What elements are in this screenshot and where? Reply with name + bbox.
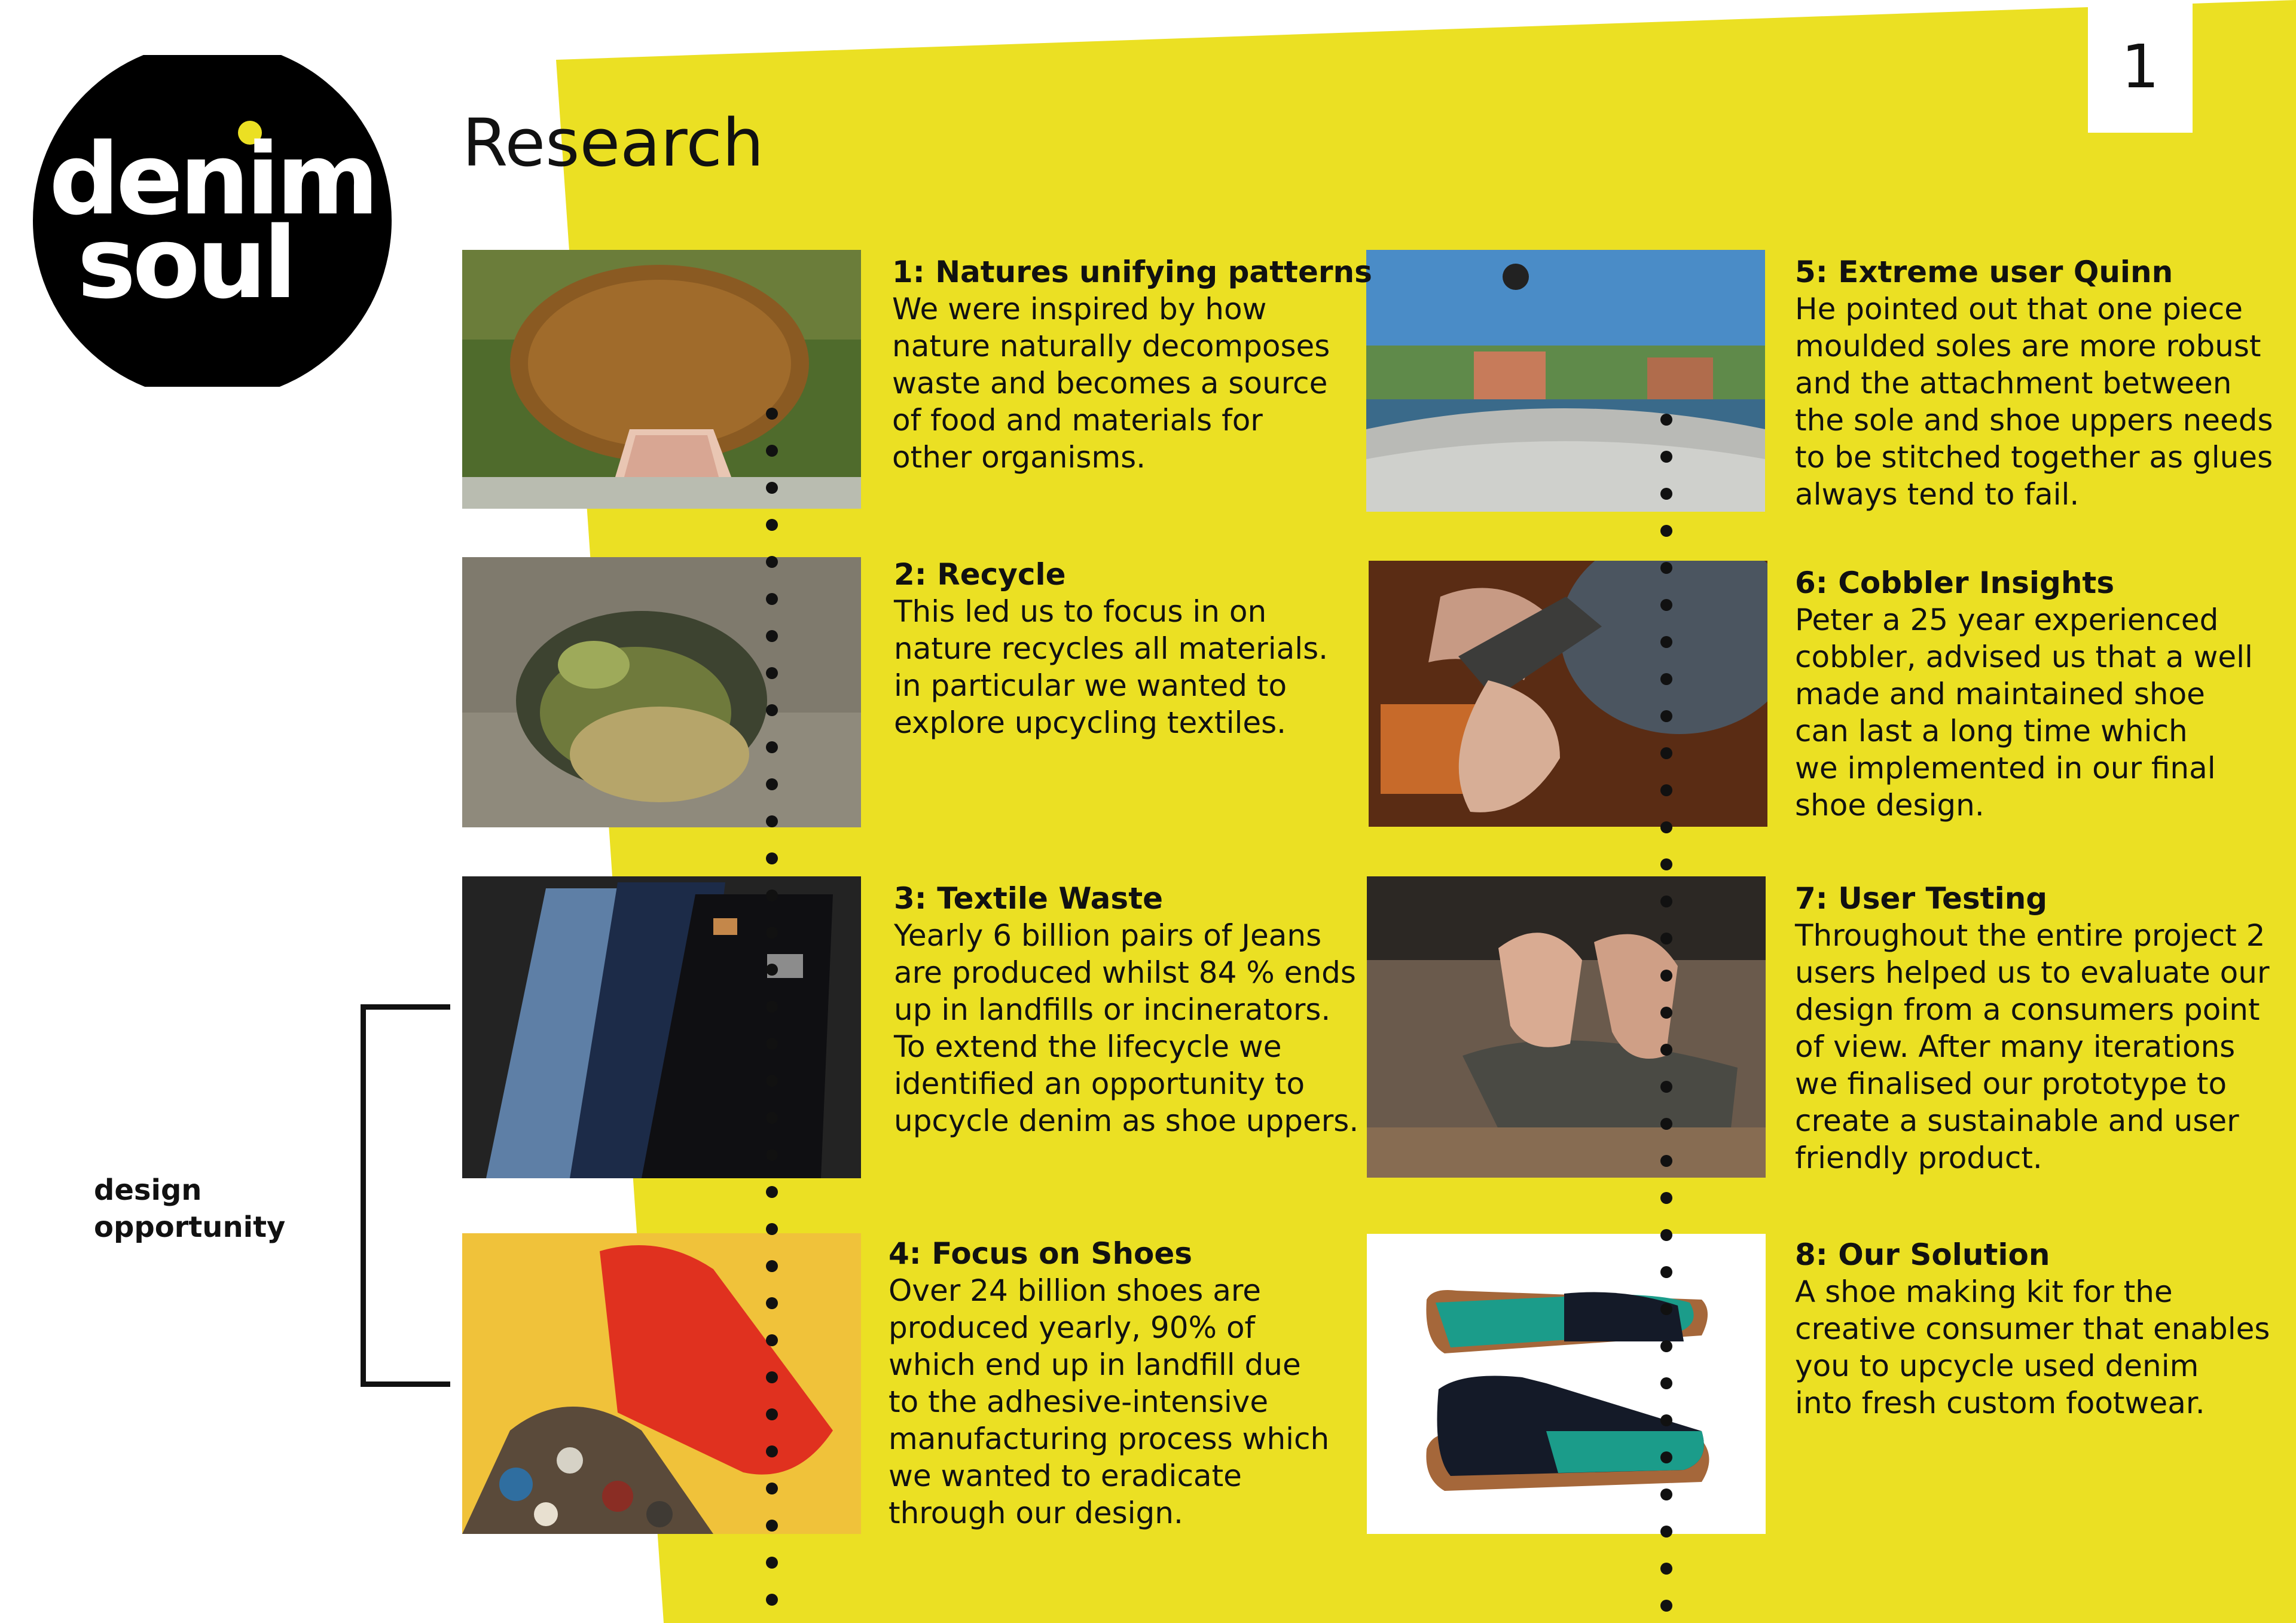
item-4-title: 4: Focus on Shoes	[889, 1236, 1193, 1271]
page-number: 1	[2121, 31, 2160, 102]
item-1-text	[892, 253, 1372, 476]
design-opportunity-label: design opportunity	[94, 1173, 286, 1244]
item-2-title: 2: Recycle	[894, 557, 1066, 592]
item-6-text	[1795, 564, 2253, 824]
item-8-body: A shoe making kit for the creative consumer that enables you to upcycle used denim into fresh custom footwear.	[1795, 1274, 2270, 1420]
item-2-text	[894, 556, 1328, 741]
user-testing-photo	[1367, 876, 1766, 1178]
item-7-body: Throughout the entire project 2 users helped us to evaluate our design from a consumers point of view. After many iterations we finalised our prototype to create a sustainable and user friendly product.	[1795, 918, 2270, 1175]
logo-text-line1: denim	[49, 122, 375, 237]
item-3-body: Yearly 6 billion pairs of Jeans are produced whilst 84 % ends up in landfills or incinerators. To extend the lifecycle we identified an opportunity to upcycle denim as shoe uppers.	[894, 918, 1359, 1138]
item-1-body: We were inspired by how nature naturally decomposes waste and becomes a source of food and materials for other organisms.	[892, 292, 1330, 475]
item-6-body: Peter a 25 year experienced cobbler, advised us that a well made and maintained shoe can last a long time which we implemented in our final shoe design.	[1795, 603, 2253, 823]
denim-shoes-photo	[1367, 1234, 1766, 1534]
cobbler-photo	[1369, 561, 1767, 827]
shoe-pile-photo	[462, 1233, 861, 1534]
mushroom-photo	[462, 250, 861, 509]
denim-soul-logo	[33, 55, 392, 387]
item-1-title: 1: Natures unifying patterns	[892, 255, 1372, 289]
design-opportunity-bracket	[361, 1004, 450, 1387]
page-number-box	[2088, 0, 2193, 133]
jeans-photo	[462, 876, 861, 1178]
item-4-text	[889, 1235, 1329, 1532]
item-8-text	[1795, 1236, 2270, 1422]
item-6-title: 6: Cobbler Insights	[1795, 566, 2115, 600]
item-5-body: He pointed out that one piece moulded soles are more robust and the attachment between the sole and shoe uppers needs to be stitched together as glues always tend to fail.	[1795, 292, 2273, 512]
skatepark-photo	[1366, 250, 1765, 512]
item-7-text	[1795, 880, 2270, 1176]
right-dotted-timeline	[1657, 412, 1675, 1623]
item-4-body: Over 24 billion shoes are produced yearly, 90% of which end up in landfill due to the adhesive-intensive manufacturing process which we wanted to eradicate through our design.	[889, 1273, 1330, 1530]
logo-text-line2: soul	[77, 206, 294, 320]
item-5-title: 5: Extreme user Quinn	[1795, 255, 2173, 289]
mossy-shoe-photo	[462, 557, 861, 827]
item-8-title: 8: Our Solution	[1795, 1237, 2050, 1272]
item-3-text	[894, 880, 1358, 1139]
left-dotted-timeline	[763, 406, 781, 1623]
item-5-text	[1795, 253, 2273, 513]
item-2-body: This led us to focus in on nature recycles all materials. in particular we wanted to explore upcycling textiles.	[894, 594, 1329, 740]
item-3-title: 3: Textile Waste	[894, 881, 1163, 916]
page-title: Research	[462, 105, 764, 181]
item-7-title: 7: User Testing	[1795, 881, 2048, 916]
